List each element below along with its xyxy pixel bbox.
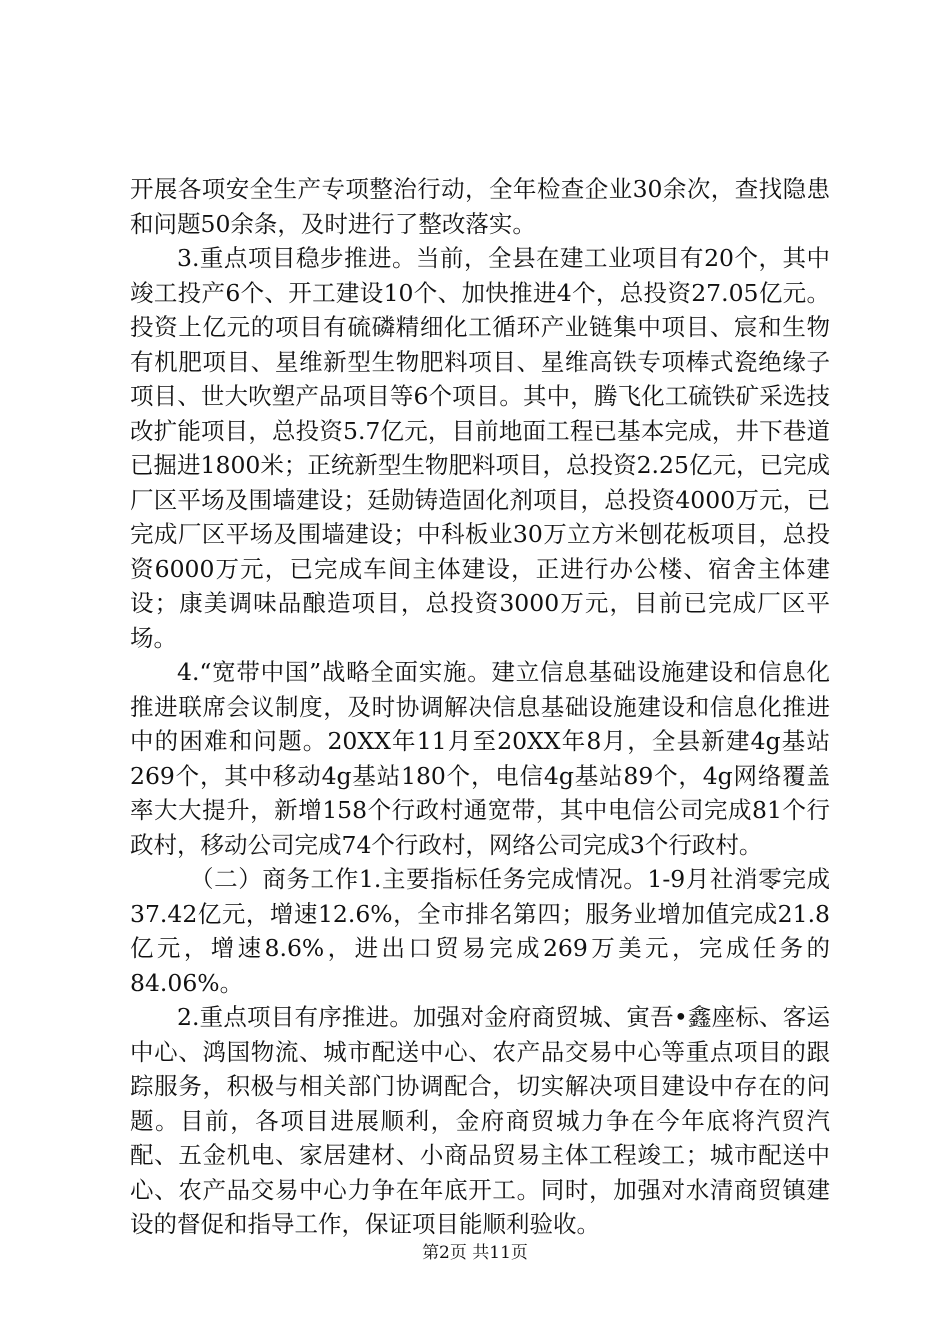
paragraph-safety-inspection: 开展各项安全生产专项整治行动，全年检查企业30余次，查找隐患和问题50余条，及时进行了整改落实。 [130, 175, 830, 238]
paragraph-broadband-china: 4.“宽带中国”战略全面实施。建立信息基础设施建设和信息化推进联席会议制度，及时协调解决信息基础设施建设和信息化推进中的困难和问题。20XX年11月至20XX年8月，全县新建4g基站269个，其中移动4g基站180个，电信4g基站89个，4g网络覆盖率大大提升，新增158个行政村通宽带，其中电信公司完成81个行政村，移动公司完成74个行政村，网络公司完成3个行政村。 [130, 658, 830, 859]
paragraph-commerce-projects: 2.重点项目有序推进。加强对金府商贸城、寅吾•鑫座标、客运中心、鸿国物流、城市配送中心、农产品交易中心等重点项目的跟踪服务，积极与相关部门协调配合，切实解决项目建设中存在的问题。目前，各项目进展顺利，金府商贸城力争在今年底将汽贸汽配、五金机电、家居建材、小商品贸易主体工程竣工；城市配送中心、农产品交易中心力争在年底开工。同时，加强对水清商贸镇建设的督促和指导工作，保证项目能顺利验收。 [130, 1003, 830, 1238]
document-body [130, 172, 830, 1242]
paragraph-commerce-work: （二）商务工作1.主要指标任务完成情况。1-9月社消零完成37.42亿元，增速12.6%，全市排名第四；服务业增加值完成21.8亿元，增速8.6%，进出口贸易完成269万美元，完成任务的84.06%。 [130, 865, 830, 997]
page-footer: 第2页 共11页 [422, 1243, 528, 1263]
paragraph-key-projects: 3.重点项目稳步推进。当前，全县在建工业项目有20个，其中竣工投产6个、开工建设10个、加快推进4个，总投资27.05亿元。投资上亿元的项目有硫磷精细化工循环产业链集中项目、宸和生物有机肥项目、星维新型生物肥料项目、星维高铁专项棒式瓷绝缘子项目、世大吹塑产品项目等6个项目。其中，腾飞化工硫铁矿采选技改扩能项目，总投资5.7亿元，目前地面工程已基本完成，井下巷道已掘进1800米；正统新型生物肥料项目，总投资2.25亿元，已完成厂区平场及围墙建设；廷勋铸造固化剂项目，总投资4000万元，已完成厂区平场及围墙建设；中科板业30万立方米刨花板项目，总投资6000万元，已完成车间主体建设，正进行办公楼、宿舍主体建设；康美调味品酿造项目，总投资3000万元，目前已完成厂区平场。 [130, 244, 830, 652]
